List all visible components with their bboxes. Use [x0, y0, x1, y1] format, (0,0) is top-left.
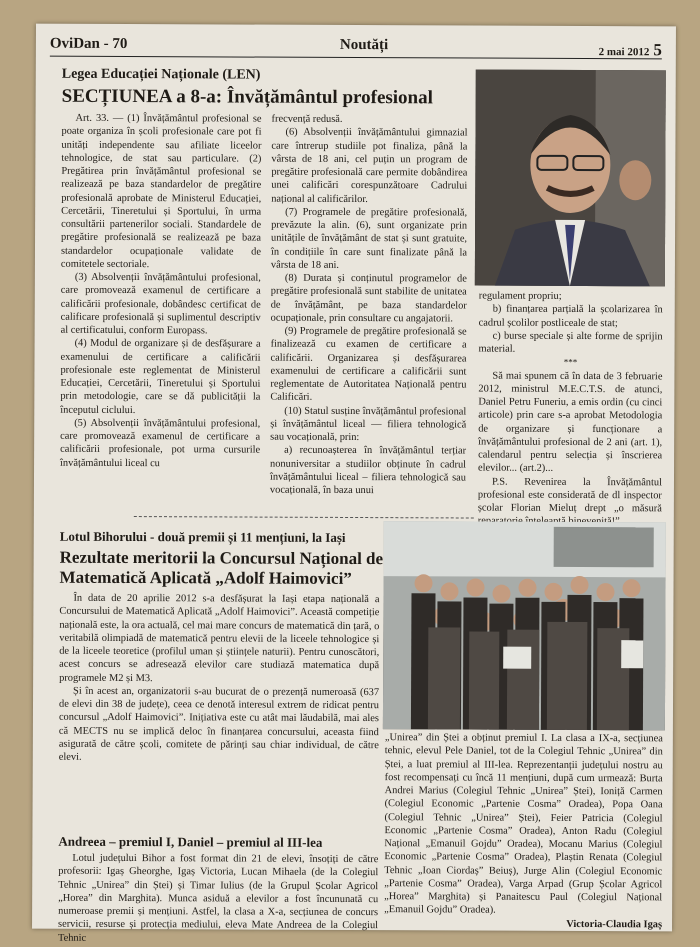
section-divider-stars: *** — [563, 357, 578, 368]
paragraph: (10) Statul susține învățământul profesional și învățământul liceal — filiera tehnologică sau vocațională, prin: — [270, 405, 467, 444]
article2-signature: Victoria-Claudia Igaș — [566, 918, 663, 930]
paragraph: În data de 20 aprilie 2012 s-a desfășurat la Iași etapa națională a Concursului de Matematică Aplicată „Adolf Haimovici”. Această competiție națională este, la ora actuală, cel mai mare concurs de matematică din țară, o veritabilă olimpiadă de matematică pentru elevii de la liceele tehnologice și de la liceele teoretice (profilul uman și științele naturii). Pentru cunoscători, acest concurs se adresează elevilor care studiază matematica după programele M2 și M3. — [59, 592, 380, 684]
article1-title: SECȚIUNEA a 8-a: Învățământul profesional — [61, 85, 433, 109]
paragraph: Să mai spunem că în data de 3 februarie 2012, ministrul M.E.C.T.S. de atunci, Daniel Petru Funeriu, a emis ordin (cu cinci articole) prin care s-a aprobat Metodologia de organizare și funcționare a învățământului profesional de 2 ani (art. 1), calendarul pentru selecția și înscrierea elevilor... (art.2)... — [478, 370, 663, 475]
paragraph: Art. 33. — (1) Învățământul profesional se poate organiza în școli profesionale care pot fi unități independente sau afiliate liceelor tehnologice, de stat sau particulare. (2) Pregătirea prin învățământul profesional se realizează pe baza standardelor de pregătire profesională aprobate de Ministerul Educației, Cercetării, Tineretului și Sportului, în urma consultării partenerilor sociali. Standardele de pregătire profesională se realizează pe baza standardelor ocupaționale validate de comitetele sectoriale. — [60, 112, 262, 270]
issue-date: 2 mai 2012 — [598, 46, 650, 59]
paragraph: (4) Modul de organizare și de desfășurare a examenului de certificare a calificării profesionale este reglementat de Ministerul Educației, Cercetării, Tineretului și Sportului prin metodologie, care se dă publicității la începutul ciclului. — [60, 338, 261, 416]
section-name: Noutăți — [339, 36, 389, 54]
paragraph: Și în acest an, organizatorii s-au bucurat de o prezență numeroasă (637 de elevi din 38 de județe), ceea ce denotă interesul extrem de ridicat pentru concursul „Adolf Haimovici”. Inițiativa este cu atât mai lăudabilă, mai ales că MECTS nu se implică deloc în finanțarea concursului, aceasta fiind asigurată de către școli, comitete de părinți sau chiar individual, de către elevi. — [58, 685, 380, 763]
portrait-photo — [475, 70, 666, 287]
paragraph: (6) Absolvenții învățământului gimnazial care întrerup studiile pot finaliza, până la vârsta de 18 ani, cel puțin un program de pregătire profesională care permite dobândirea unei calificări corespunzătoare Cadrului național al calificărilor. — [271, 126, 468, 205]
article1-column-2 — [270, 113, 468, 498]
article2-column-right — [384, 731, 663, 931]
paragraph: regulament propriu; — [478, 290, 562, 302]
portrait-photo-illustration — [475, 70, 666, 287]
article1-column-1 — [60, 112, 262, 471]
header-date-page — [599, 40, 662, 60]
group-photo-illustration — [383, 521, 666, 730]
paragraph: Lotul județului Bihor a fost format din 21 de elevi, însoțiți de către profesorii: Igaș Gheorghe, Igaș Victoria, Lucan Mihaela (de la Colegiul Tehnic „Unirea” din Ștei) și Timar Iulius (de la Grupul Școlar Agricol „Horea” din Marghita). Munca asiduă a elevilor a fost încununată cu numeroase premii și mențiuni. Astfel, la clasa a X-a, secțiunea de concurs servicii, resurse și protecția mediului, eleva Mate Andreea de la Colegiul Tehnic — [57, 852, 379, 944]
page-number: 5 — [653, 40, 662, 60]
article2-title: Rezultate meritorii la Concursul Național de Matematică Aplicată „Adolf Haimovici” — [59, 547, 384, 588]
paragraph: (8) Durata și conținutul programelor de pregătire profesională sunt stabilite de unitatea de învățământ, pe baza standardelor ocupaționale, prin consultare cu angajatorii. — [270, 272, 467, 325]
group-photo — [383, 521, 666, 730]
paragraph: (7) Programele de pregătire profesională, prevăzute la alin. (6), sunt organizate prin unitățile de învățământ de stat și sunt gratuite, în condițiile în care sunt finalizate până la vârsta de 18 ani. — [270, 206, 468, 271]
paragraph: (3) Absolvenții învățământului profesional, care promovează examenul de certificare a calificării profesionale, dobândesc certificat de calificare profesională și suplimentul descriptiv al certificatului, conform Europass. — [60, 271, 261, 337]
paragraph: (5) Absolvenții învățământului profesional, care promovează examenul de certificare a calificării profesionale, pot urma cursurile învățământului liceal cu — [60, 417, 261, 469]
paragraph: „Unirea” din Ștei a obținut premiul I. La clasa a IX-a, secțiunea tehnic, elevul Pele Daniel, tot de la Colegiul Tehnic „Unirea” din Ștei, a luat premiul al III-lea. Reprezentanții județului nostru au fost recompensați cu încă 11 mențiuni, după cum urmează: Burta Andrei Marius (Colegiul Tehnic „Unirea” Ștei), Ioniță Carmen (Colegiul Economic „Partenie Cosma” Oradea), Popa Oana (Colegiul Tehnic „Unirea” Ștei), Feier Patricia (Colegiul Economic „Partenie Cosma” Oradea), Anton Radu (Colegiul Național „Emanuil Gojdu” Oradea), Mocanu Marius (Colegiul Economic „Partenie Cosma” Oradea), Plaștin Renata (Colegiul Tehnic „Ioan Ciordaș” Beiuș), Jurge Alin (Colegiul Economic „Partenie Cosma” Oradea), Varga Arpad (Grup Școlar Agricol „Horea” Marghita) și Panaitescu Paul (Colegiul Național „Emanuil Gojdu” Oradea). — [384, 732, 663, 916]
paragraph: (9) Programele de pregătire profesională se finalizează cu examen de certificare a calificării. Organizarea și desfășurarea examenului de certificare a calificării sunt reglementate de Autoritatea Națională pentru Calificări. — [270, 325, 467, 404]
article2-subheading: Andreea – premiul I, Daniel – premiul al III-lea — [58, 833, 323, 850]
publication-name: OviDan - 70 — [49, 35, 128, 53]
article2-body-2 — [58, 852, 378, 946]
article2-body — [59, 592, 380, 766]
article-separator — [134, 516, 474, 518]
paragraph: frecvență redusă. — [271, 113, 343, 125]
ps-note: P.S. Revenirea la Învățământul profesional este considerată de dl inspector școlar Florian Mieluț drept „o măsură — [477, 476, 663, 515]
paragraph: c) burse speciale și alte forme de sprijin material. — [478, 330, 663, 355]
page-header — [50, 34, 662, 60]
paragraph: a) recunoașterea în învățământul terțiar nonuniversitar a studiilor obținute în cadrul învățământului liceal – filiera tehnologică sau vocațională, în baza unui — [269, 444, 467, 497]
newspaper-page — [32, 24, 676, 944]
article2-kicker: Lotul Bihorului - două premii și 11 mențiuni, la Iași — [59, 528, 346, 545]
article1-column-3 — [478, 290, 663, 543]
article1-kicker: Legea Educației Naționale (LEN) — [61, 66, 261, 83]
paragraph: b) finanțarea parțială la școlarizarea în cadrul școlilor postliceale de stat; — [478, 303, 663, 329]
